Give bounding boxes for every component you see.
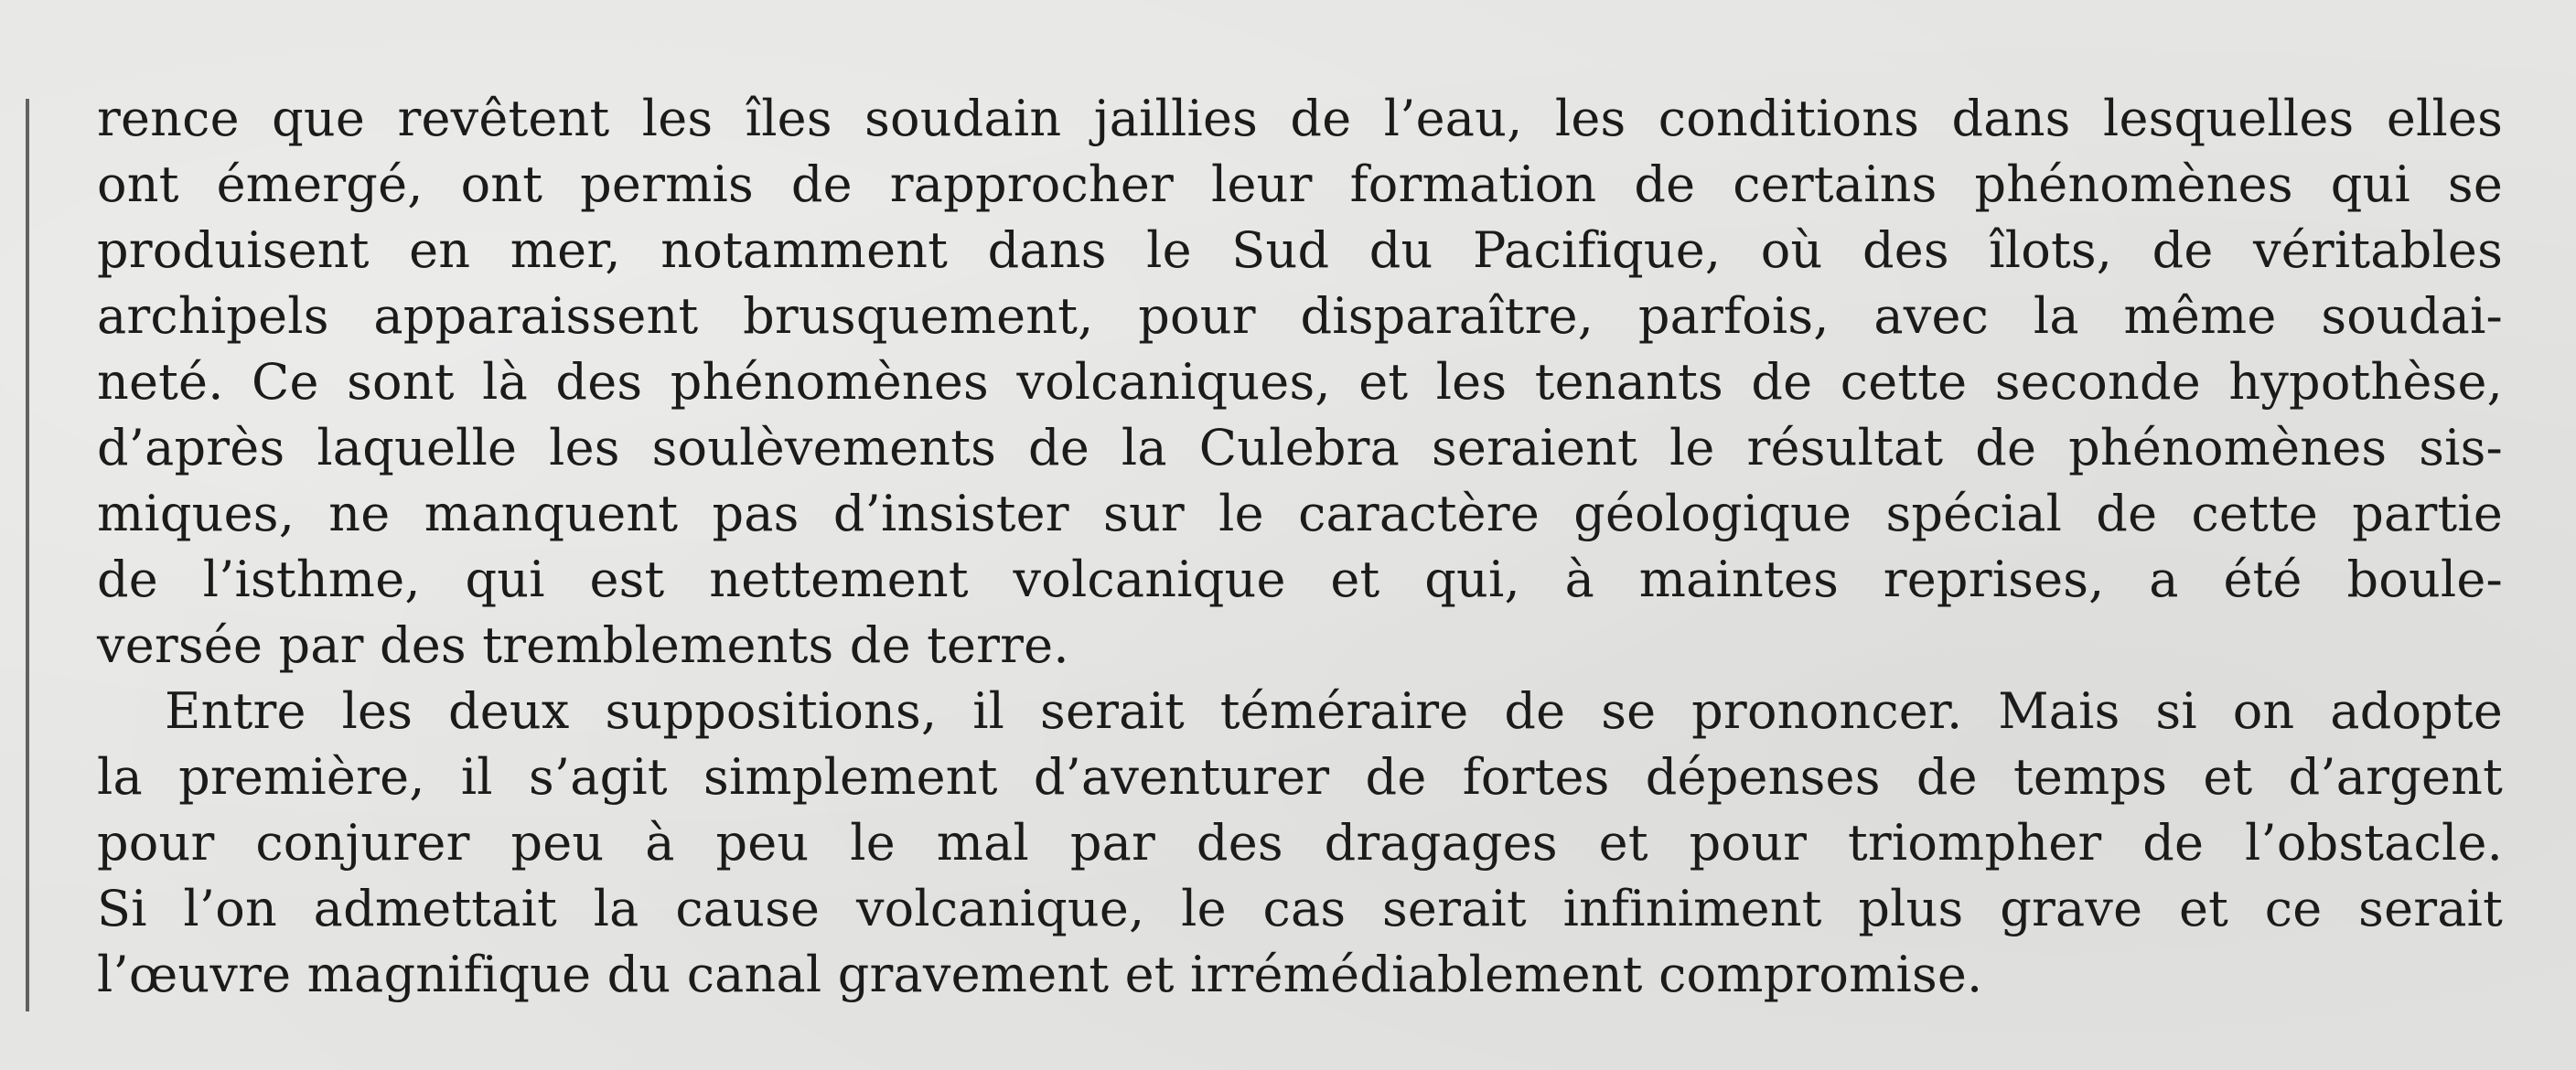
paragraph-line: versée par des tremblements de terre. <box>97 616 1069 674</box>
paragraph-line: Entre les deux suppositions, il serait téméraire de se prononcer. Mais si on adopte <box>165 682 2503 740</box>
paragraph-line: Si l’on admettait la cause volcanique, le cas serait infiniment plus grave et ce serait <box>97 880 2503 937</box>
paragraph-line: pour conjurer peu à peu le mal par des dragages et pour triompher de l’obstacle. <box>97 814 2503 872</box>
paragraph-2 <box>97 679 2503 1008</box>
paragraph-line: de l’isthme, qui est nettement volcanique et qui, à maintes reprises, a été boule- <box>97 551 2503 608</box>
text-block <box>97 86 2503 1008</box>
paragraph-line: l’œuvre magnifique du canal gravement et irrémédiablement compromise. <box>97 946 1983 1003</box>
paragraph-line: d’après laquelle les soulèvements de la Culebra seraient le résultat de phénomènes sis- <box>97 419 2503 476</box>
paragraph-1 <box>97 86 2503 679</box>
paragraph-line: rence que revêtent les îles soudain jaillies de l’eau, les conditions dans lesquelles elles <box>97 90 2503 147</box>
paragraph-line: neté. Ce sont là des phénomènes volcaniques, et les tenants de cette seconde hypothèse, <box>97 353 2503 411</box>
paragraph-line: ont émergé, ont permis de rapprocher leur formation de certains phénomènes qui se <box>97 155 2503 213</box>
paragraph-line: produisent en mer, notamment dans le Sud du Pacifique, où des îlots, de véritables <box>97 221 2503 279</box>
margin-rule <box>26 99 29 1011</box>
paragraph-line: la première, il s’agit simplement d’aventurer de fortes dépenses de temps et d’argent <box>97 748 2503 806</box>
paragraph-line: archipels apparaissent brusquement, pour disparaître, parfois, avec la même soudai- <box>97 287 2503 345</box>
paragraph-line: miques, ne manquent pas d’insister sur le caractère géologique spécial de cette partie <box>97 485 2503 542</box>
